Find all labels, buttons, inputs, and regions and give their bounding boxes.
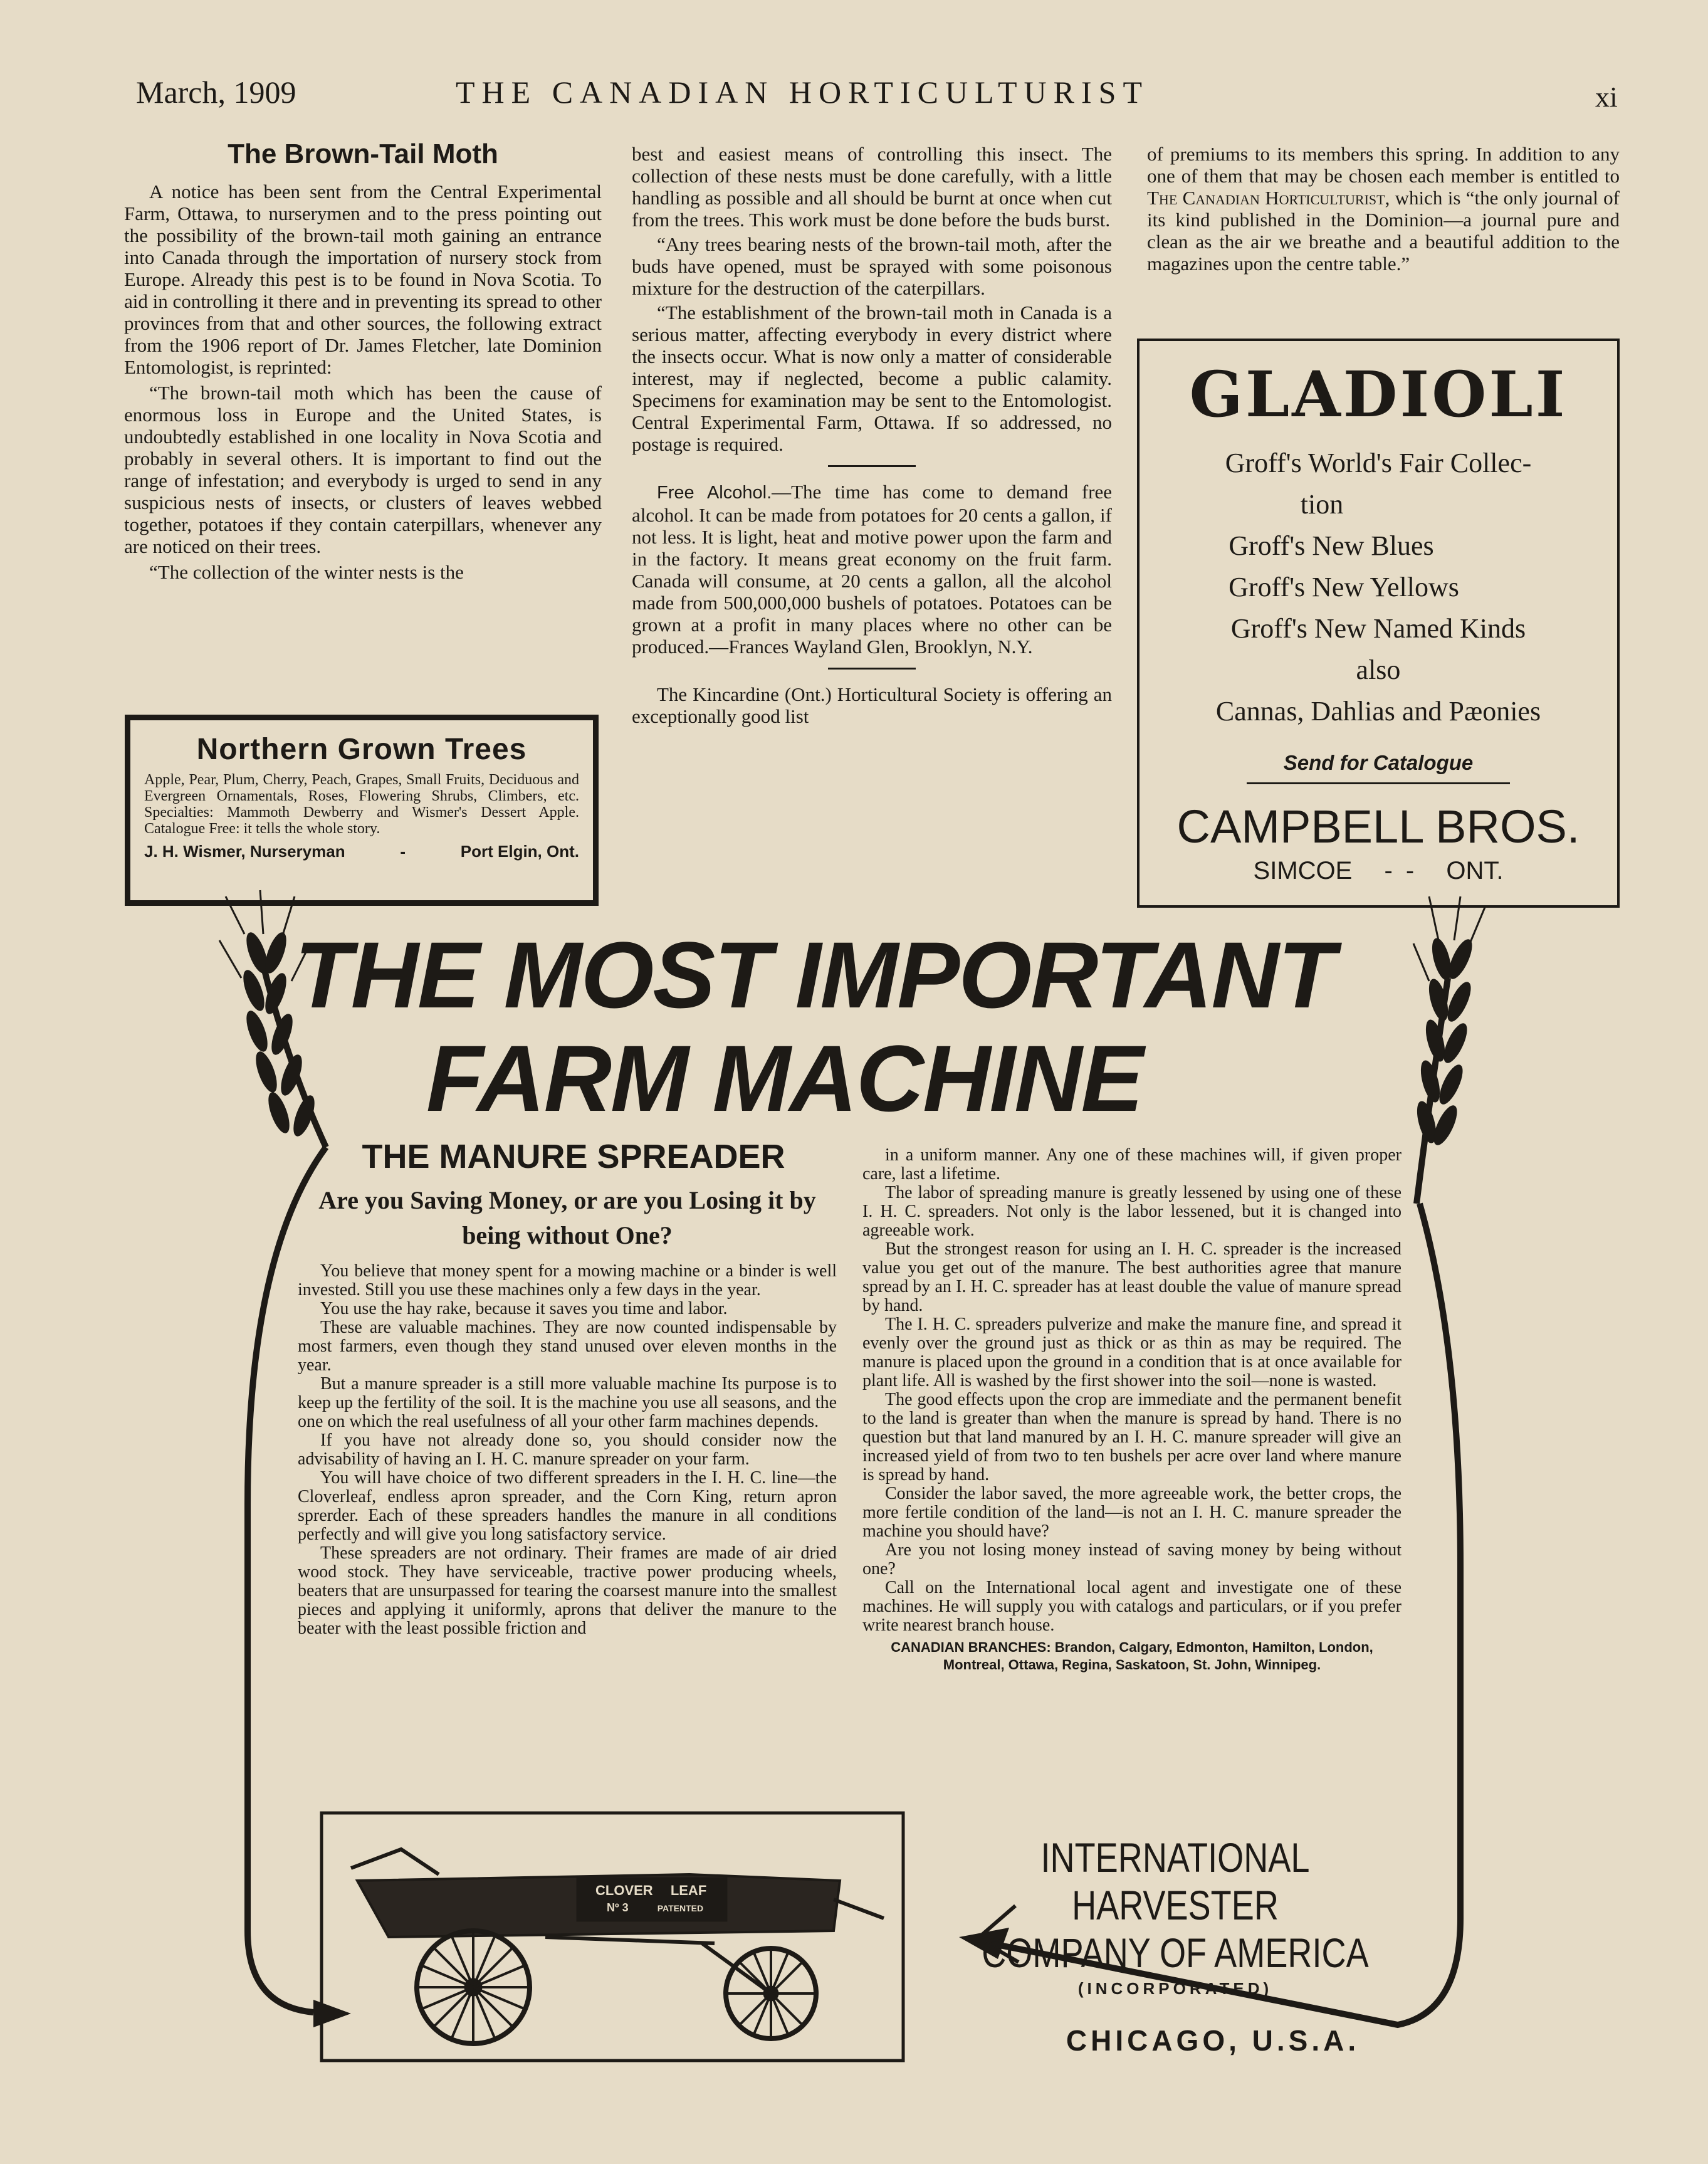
article-paragraph: “Any trees bearing nests of the brown-tail moth, after the buds have opened, must be sprayed with some poisonous mixture for the destruction of the caterpillars.: [632, 233, 1112, 299]
ihc-paragraph: You believe that money spent for a mowing machine or a binder is well invested. Still you use these machines only a few days in the year.: [298, 1261, 837, 1300]
ihc-paragraph: Consider the labor saved, the more agreeable work, the better crops, the more fertile condition of the land—is not an I. H. C. manure spreader the machine you should have?: [862, 1484, 1402, 1541]
incorporated: (INCORPORATED): [1077, 1979, 1273, 1998]
ihc-paragraph: If you have not already done so, you should consider now the advisability of having an I. H. C. manure spreader on your farm.: [298, 1431, 837, 1469]
gladioli-line: also: [1356, 654, 1401, 685]
ihc-paragraph: The good effects upon the crop are immediate and the permanent benefit to the land is greater than when the manure is spread by hand. There is no question but that land manured by an I. H. C. manure spreader will give an increased yield of from two to ten bushels per acre over land where manure is spread by hand.: [862, 1390, 1402, 1484]
article-paragraph: “The brown-tail moth which has been the cause of enormous loss in Europe and the United States, is undoubtedly established in one locality in Nova Scotia and probably in several others. It is important to find out the range of infestation; and everybody is urged to send in any suspicious nests of insects, or clusters of leaves webbed together, potatoes if they contain caterpillars, whenever any are noticed on their trees.: [124, 382, 602, 557]
wagon-text-number: Nº 3: [607, 1901, 629, 1914]
magazine-title: THE CANADIAN HORTICULTURIST: [456, 75, 1150, 110]
wagon-text-clover: CLOVER: [595, 1883, 653, 1898]
wagon-text-patented: PATENTED: [657, 1903, 704, 1913]
gladioli-title: GLADIOLI: [1189, 357, 1568, 431]
ihc-paragraph: You use the hay rake, because it saves you time and labor.: [320, 1299, 728, 1318]
ihc-paragraph: in a uniform manner. Any one of these machines will, if given proper care, last a lifetime.: [862, 1145, 1402, 1184]
left-arrow-icon: [313, 2000, 351, 2027]
ihc-paragraph: Call on the International local agent and investigate one of these machines. He will supply you with catalogs and particulars, or if you prefer write nearest branch house.: [862, 1578, 1402, 1635]
nurseryman-name: J. H. Wismer, Nurseryman: [144, 842, 345, 861]
gladioli-line: Groff's New Yellows: [1229, 572, 1459, 602]
wagon-label: [595, 1883, 721, 1916]
ihc-headline-2: FARM MACHINE: [426, 1026, 1143, 1131]
article-paragraph: “The collection of the winter nests is the: [149, 561, 464, 583]
ihc-company: [915, 1834, 1435, 2057]
ihc-question: Are you Saving Money, or are you Losing it by being without One?: [318, 1186, 816, 1249]
signature-separator: -: [400, 842, 406, 861]
company-line-1: INTERNATIONAL HARVESTER: [1040, 1834, 1310, 1928]
company-city: CHICAGO, U.S.A.: [1066, 2024, 1360, 2057]
gladioli-line: tion: [1300, 489, 1344, 520]
magazine-name: The Canadian Horticulturist,: [1147, 187, 1390, 209]
ihc-branches: CANADIAN BRANCHES: Brandon, Calgary, Edmonton, Hamilton, London, Montreal, Ottawa, Regina, Saskatoon, St. John, Winnipeg.: [891, 1639, 1373, 1673]
town: SIMCOE: [1253, 857, 1353, 885]
ihc-paragraph: But the strongest reason for using an I. H. C. spreader is the increased value you get out of the manure. The best authorities agree that manure spread by an I. H. C. spreader has at least double the value of manure spread by hand.: [862, 1239, 1402, 1315]
kincardine-paragraph: The Kincardine (Ont.) Horticultural Society is offering an exceptionally good list: [632, 683, 1112, 727]
article-paragraph: “The establishment of the brown-tail moth in Canada is a serious matter, affecting everybody in every district where the insects occur. What is now only a matter of considerable interest, may if neglected, become a public calamity. Specimens for examination may be sent to the Entomologist. Central Experimental Farm, Ottawa. If so addressed, no postage is required.: [632, 302, 1112, 455]
ihc-left-column: [298, 1138, 837, 1638]
ihc-paragraph: The I. H. C. spreaders pulverize and make the manure fine, and spread it evenly over the ground just as thick or as thin as may be required. The manure is placed upon the ground in a condition that is at once available for plant life. All is washed by the first shower into the soil—none is wasted.: [862, 1315, 1402, 1390]
alcohol-lead: Free Alcohol.: [657, 483, 772, 503]
ihc-paragraph: Are you not losing money instead of saving money by being without one?: [862, 1540, 1402, 1578]
gladioli-line: Cannas, Dahlias and Pæonies: [1215, 696, 1541, 727]
company-line-2: COMPANY OF AMERICA: [982, 1930, 1369, 1976]
article-paragraph: best and easiest means of controlling this insect. The collection of these nests must be done carefully, with a little handling as possible and all should be burnt at once when cut from the trees. This work must be done before the buds burst.: [632, 143, 1112, 231]
page-number: xi: [1595, 81, 1618, 113]
ihc-paragraph: You will have choice of two different spreaders in the I. H. C. line—the Cloverleaf, endless apron spreader, and the Corn King, return apron sprerder. Each of these spreaders handles the manure in all conditions perfectly and will give you long satisfactory service.: [298, 1468, 837, 1544]
ihc-subhead: THE MANURE SPREADER: [362, 1138, 785, 1175]
wagon-text-leaf: LEAF: [670, 1883, 707, 1898]
province: ONT.: [1446, 857, 1504, 885]
send-catalogue: Send for Catalogue: [1283, 751, 1474, 774]
gladioli-line: Groff's World's Fair Collec-: [1225, 448, 1532, 478]
manure-spreader-icon: [351, 1849, 884, 2044]
gladioli-line: Groff's New Named Kinds: [1230, 613, 1526, 644]
ihc-paragraph: The labor of spreading manure is greatly lessened by using one of these I. H. C. spreaders. Not only is the labor lessened, but it is changed into agreeable work.: [862, 1183, 1402, 1240]
ihc-right-column: [862, 1146, 1402, 1674]
ad-title: Northern Grown Trees: [196, 733, 527, 766]
address-dashes: - -: [1384, 857, 1415, 885]
article-title: The Brown-Tail Moth: [228, 139, 498, 169]
campbell-bros: CAMPBELL BROS.: [1176, 801, 1580, 853]
gladioli-line: Groff's New Blues: [1229, 530, 1434, 561]
nursery-location: Port Elgin, Ont.: [460, 842, 579, 861]
issue-date: March, 1909: [136, 75, 296, 110]
kincardine-text-c: which is “the only journal of its kind published in the Dominion—a journal pure and clean as the air we breathe and a beautiful addition to the magazines upon the centre table.”: [1147, 187, 1620, 275]
ihc-paragraph: These spreaders are not ordinary. Their frames are made of air dried wood stock. They have serviceable, tractive power producing wheels, beaters that are unsurpassed for tearing the coarsest manure into the smallest pieces and applying it uniformly, aprons that deliver the manure to the beater with the least possible friction and: [298, 1543, 837, 1638]
kincardine-text-a: of premiums to its members this spring. In addition to any one of them that may be chosen each member is entitled to: [1147, 143, 1620, 187]
ihc-headline-1: THE MOST IMPORTANT: [295, 922, 1334, 1027]
alcohol-text: —The time has come to demand free alcohol. It can be made from potatoes for 20 cents a gallon, if not less. It is light, heat and motive power upon the farm and in the factory. It means great economy on the fruit farm. Canada will consume, at 20 cents a gallon, all the alcohol made from 500,000,000 bushels of potatoes. Potatoes can be grown at a profit in many places where no other can be produced.—Frances Wayland Glen, Brooklyn, N.Y.: [632, 481, 1112, 658]
ihc-paragraph: These are valuable machines. They are now counted indispensable by most farmers, even though they stand unused over eleven months in the year.: [298, 1318, 837, 1375]
article-paragraph: A notice has been sent from the Central Experimental Farm, Ottawa, to nurserymen and to the press pointing out the possibility of the brown-tail moth gaining an entrance into Canada through the importation of nursery stock from Europe. Already this pest is to be found in Nova Scotia. To aid in controlling it there and in preventing its spread to other provinces from that and other sources, the following extract from the 1906 report of Dr. James Fletcher, late Dominion Entomologist, is reprinted:: [124, 181, 602, 378]
ad-body: Apple, Pear, Plum, Cherry, Peach, Grapes, Small Fruits, Deciduous and Evergreen Ornamentals, Roses, Flowering Shrubs, Climbers, etc. Specialties: Mammoth Dewberry and Wismer's Dessert Apple. Catalogue Free: it tells the whole story.: [144, 772, 579, 837]
right-wheat-icon: [1413, 896, 1485, 1204]
ihc-paragraph: But a manure spreader is a still more valuable machine Its purpose is to keep up the fertility of the soil. It is the machine you use all seasons, and the one on which the real usefulness of all your other farm machines depends.: [298, 1374, 837, 1431]
